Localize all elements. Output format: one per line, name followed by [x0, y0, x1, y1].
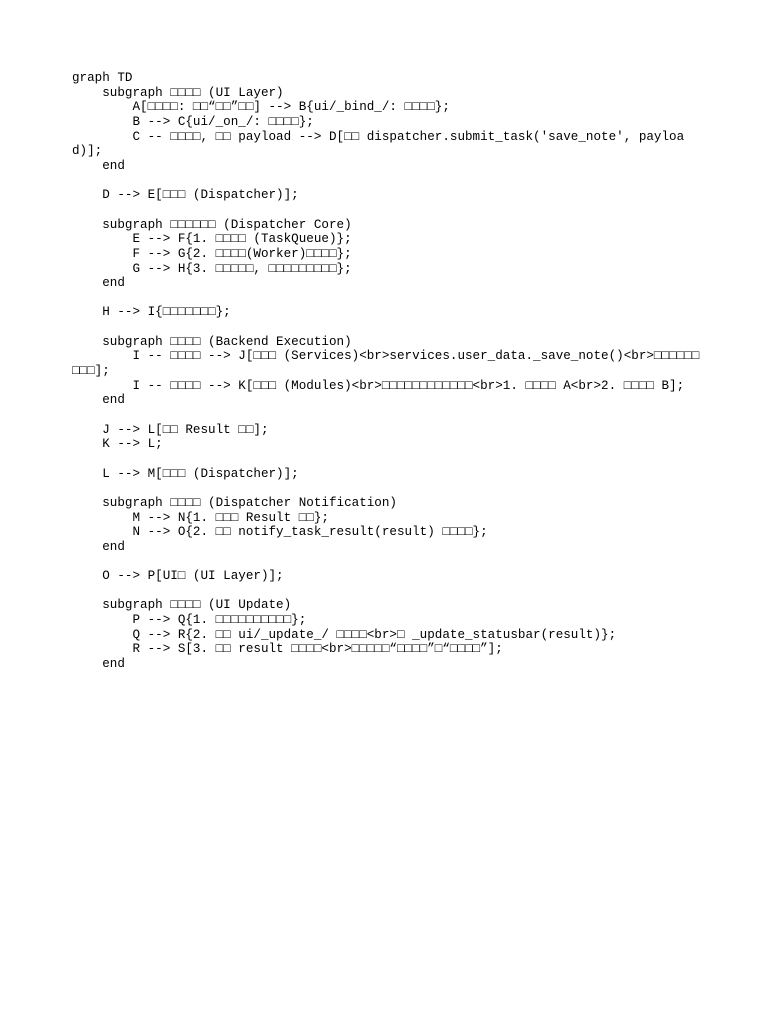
code-line: Q --> R{2. □□ ui/_update_/ □□□□<br>□ _update_statusbar(result)}; — [72, 627, 617, 642]
code-line: subgraph □□□□ (Dispatcher Notification) — [72, 495, 397, 510]
code-line — [72, 584, 712, 599]
code-line — [72, 291, 712, 306]
code-line — [72, 320, 712, 335]
code-line: H --> I{□□□□□□□}; — [72, 305, 231, 320]
code-line: K --> L; — [72, 437, 163, 452]
code-line: subgraph □□□□ (UI Layer) — [72, 85, 284, 100]
code-line: A[□□□□: □□“□□”□□] --> B{ui/_bind_/: □□□□}; — [72, 100, 450, 115]
code-line — [72, 408, 712, 423]
code-line: M --> N{1. □□□ Result □□}; — [72, 510, 329, 525]
code-line: end — [72, 657, 125, 672]
code-line: N --> O{2. □□ notify_task_result(result) □□□□}; — [72, 525, 488, 540]
code-line: end — [72, 393, 125, 408]
code-line: G --> H{3. □□□□□, □□□□□□□□□}; — [72, 261, 352, 276]
code-line: subgraph □□□□□□ (Dispatcher Core) — [72, 217, 352, 232]
code-line: subgraph □□□□ (Backend Execution) — [72, 334, 352, 349]
code-line — [72, 555, 712, 570]
code-line: subgraph □□□□ (UI Update) — [72, 598, 292, 613]
code-line: C -- □□□□, □□ payload --> D[□□ dispatcher.submit_task('save_note', payload)]; — [72, 129, 685, 159]
code-line: B --> C{ui/_on_/: □□□□}; — [72, 114, 314, 129]
code-line: end — [72, 158, 125, 173]
code-line: I -- □□□□ --> K[□□□ (Modules)<br>□□□□□□□□□□□□<br>1. □□□□ A<br>2. □□□□ B]; — [72, 378, 685, 393]
code-line: I -- □□□□ --> J[□□□ (Services)<br>services.user_data._save_note()<br>□□□□□□ □□□]; — [72, 349, 707, 379]
code-line: P --> Q{1. □□□□□□□□□□}; — [72, 613, 307, 628]
code-line — [72, 452, 712, 467]
code-line: end — [72, 539, 125, 554]
code-line: E --> F{1. □□□□ (TaskQueue)}; — [72, 232, 352, 247]
code-line: end — [72, 276, 125, 291]
mermaid-source-text — [72, 71, 712, 672]
code-line — [72, 174, 712, 189]
code-line — [72, 481, 712, 496]
code-line: R --> S[3. □□ result □□□□<br>□□□□□“□□□□”□“□□□□”]; — [72, 642, 503, 657]
code-line: O --> P[UI□ (UI Layer)]; — [72, 569, 284, 584]
code-line: D --> E[□□□ (Dispatcher)]; — [72, 188, 299, 203]
code-line: F --> G{2. □□□□(Worker)□□□□}; — [72, 246, 352, 261]
code-line: J --> L[□□ Result □□]; — [72, 422, 269, 437]
code-line: L --> M[□□□ (Dispatcher)]; — [72, 466, 299, 481]
code-line — [72, 203, 712, 218]
code-line: graph TD — [72, 71, 133, 85]
